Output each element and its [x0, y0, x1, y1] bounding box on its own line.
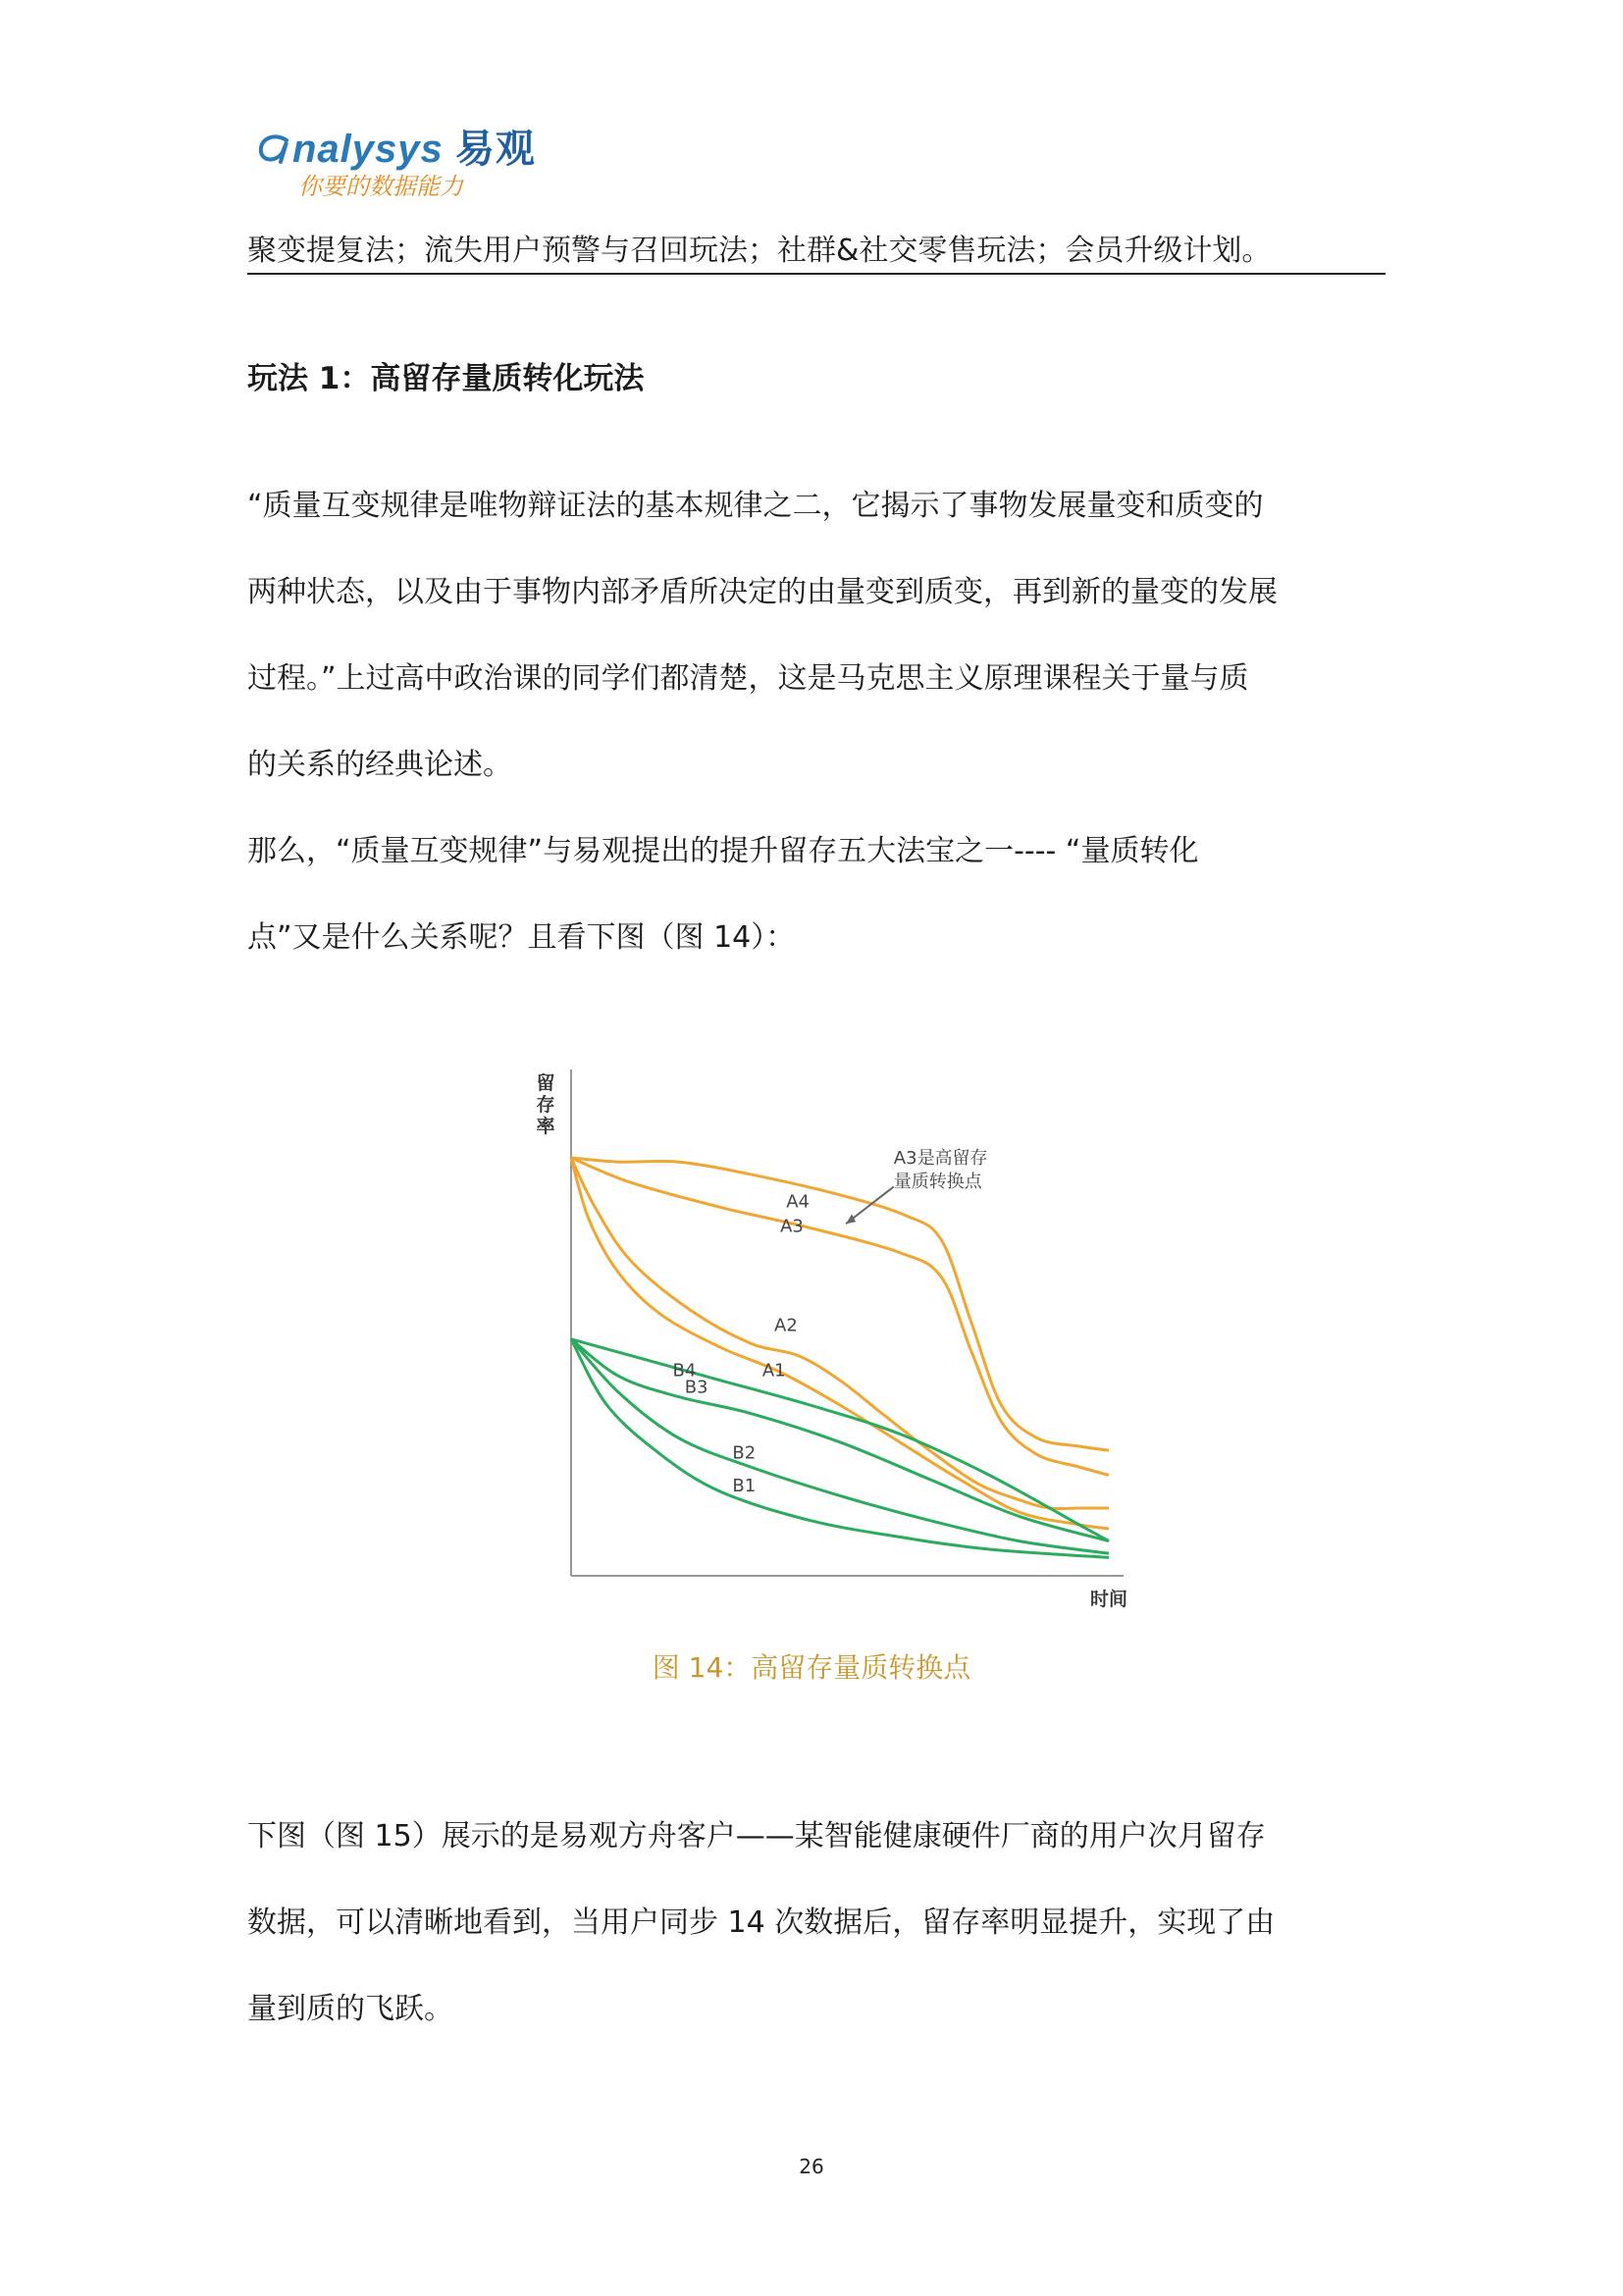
y-axis-label: 留 [536, 1072, 555, 1094]
x-axis-label: 时间 [1089, 1589, 1128, 1610]
paragraph-line: 数据，可以清晰地看到，当用户同步 14 次数据后，留存率明显提升，实现了由 [247, 1905, 1276, 1940]
paragraph-line: 点”又是什么关系呢？且看下图（图 14）： [247, 920, 796, 955]
series-label-a4: A4 [786, 1191, 810, 1213]
annotation-text: A3是高留存 [893, 1148, 988, 1170]
logo-text: nalysys [292, 128, 444, 171]
page-number: 26 [799, 2155, 824, 2178]
series-line-a2 [571, 1158, 1109, 1509]
series-label-a1: A1 [761, 1360, 786, 1382]
paragraph-line: 量到质的飞跃。 [247, 1992, 453, 2026]
paragraph-line: 过程。”上过高中政治课的同学们都清楚，这是马克思主义原理课程关于量与质 [247, 661, 1249, 696]
y-axis-label: 存 [536, 1094, 555, 1116]
chart-labels [536, 1071, 1127, 1610]
series-line-a3 [571, 1158, 1109, 1475]
paragraph-line: 下图（图 15）展示的是易观方舟客户——某智能健康硬件厂商的用户次月留存 [247, 1819, 1266, 1853]
chart-axes [571, 1070, 1124, 1576]
retention-chart [520, 1060, 1187, 1629]
series-label-a3: A3 [780, 1216, 804, 1237]
y-axis-label: 率 [536, 1116, 555, 1137]
annotation-arrow-head [846, 1214, 856, 1224]
logo-a-icon [257, 132, 292, 166]
logo-slogan: 你要的数据能力 [298, 174, 463, 200]
divider-line [247, 273, 1386, 275]
series-label-a2: A2 [774, 1315, 798, 1336]
chart-series [571, 1158, 1109, 1557]
series-label-b4: B4 [672, 1360, 697, 1382]
paragraph-line: 的关系的经典论述。 [247, 748, 512, 782]
annotation-text: 量质转换点 [893, 1172, 982, 1193]
series-line-a1 [571, 1158, 1109, 1529]
logo-cn-text: 易观 [454, 128, 536, 171]
series-line-b3 [571, 1339, 1109, 1541]
paragraph-line: “质量互变规律是唯物辩证法的基本规律之二，它揭示了事物发展量变和质变的 [247, 489, 1264, 523]
series-line-b4 [571, 1339, 1109, 1541]
paragraph-line: 两种状态，以及由于事物内部矛盾所决定的由量变到质变，再到新的量变的发展 [247, 575, 1278, 609]
series-label-b2: B2 [732, 1442, 757, 1464]
logo-wordmark [257, 118, 536, 174]
company-logo [257, 118, 551, 206]
series-label-b3: B3 [684, 1377, 708, 1398]
paragraph-line: 那么，“质量互变规律”与易观提出的提升留存五大法宝之一---- “量质转化 [247, 834, 1199, 868]
series-label-b1: B1 [732, 1476, 757, 1497]
figure-caption: 图 14：高留存量质转换点 [652, 1651, 971, 1684]
intro-line: 聚变提复法；流失用户预警与召回玩法；社群&社交零售玩法；会员升级计划。 [247, 234, 1272, 268]
section-title: 玩法 1：高留存量质转化玩法 [247, 361, 645, 396]
